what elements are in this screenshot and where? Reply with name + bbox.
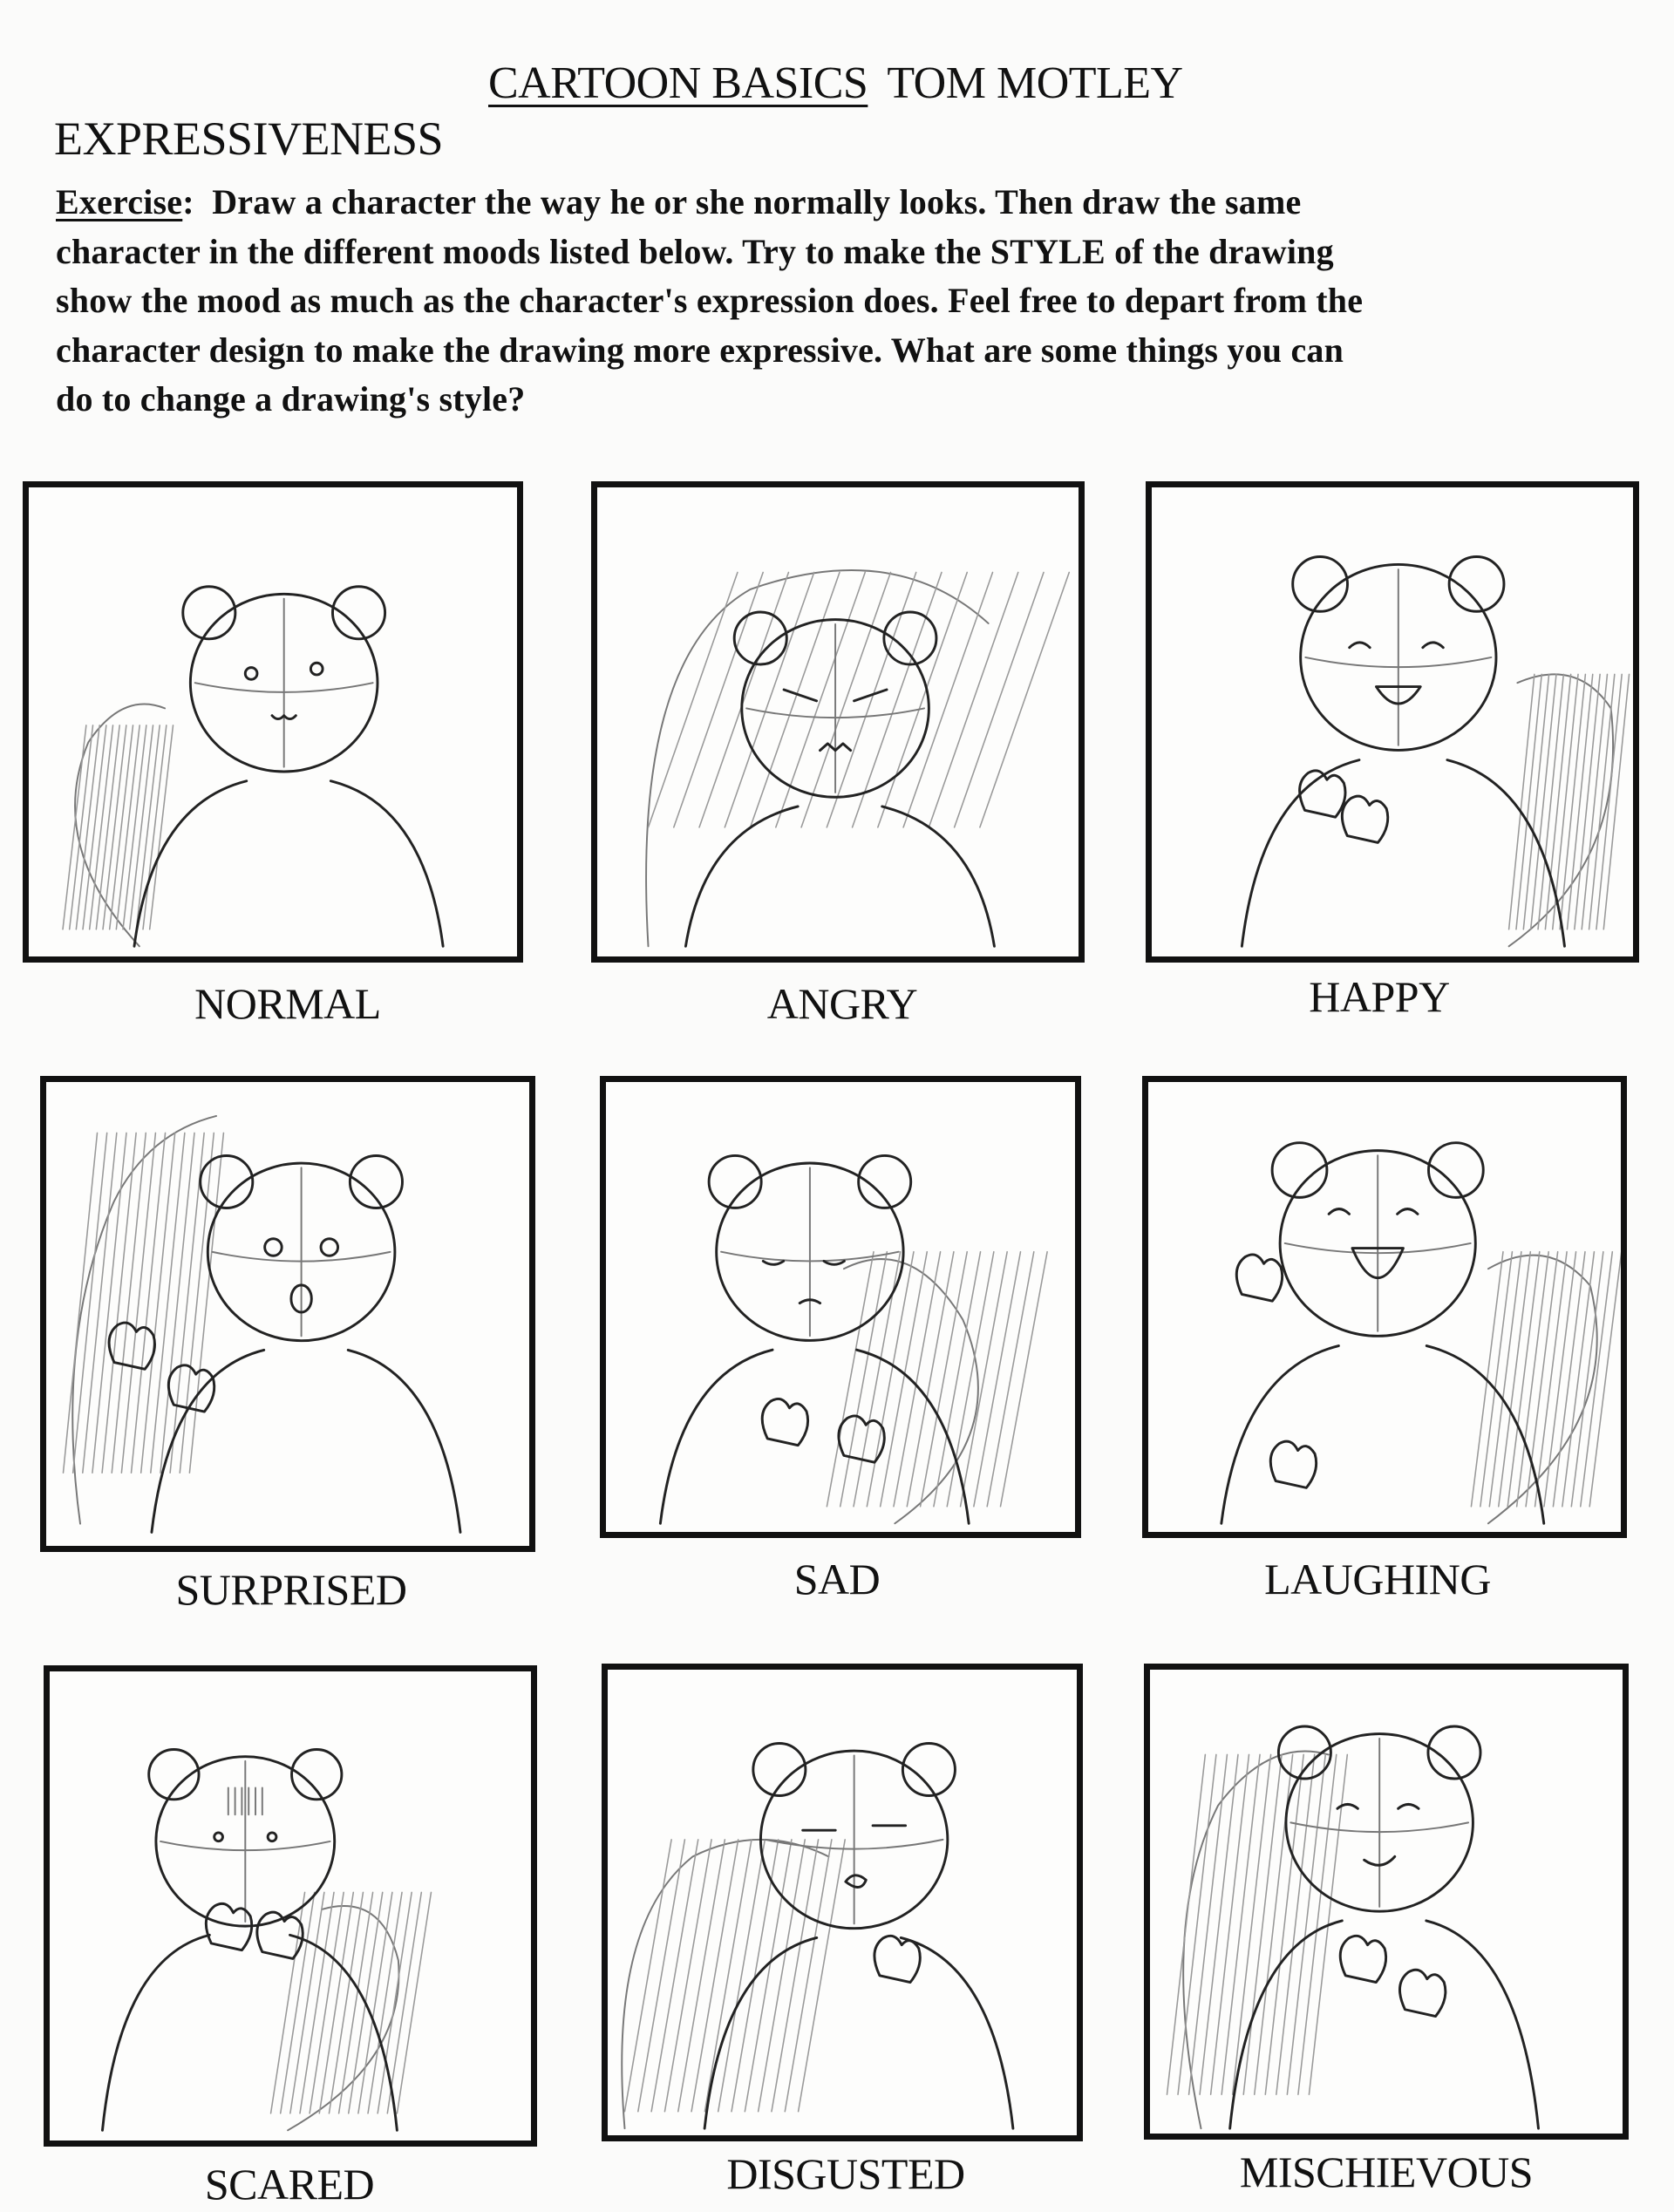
exercise-instructions (56, 178, 1590, 425)
worksheet-header (488, 58, 1183, 109)
panel-surprised (40, 1076, 535, 1552)
panel-normal (23, 481, 523, 963)
sketch-happy (1152, 487, 1633, 956)
caption-happy: HAPPY (1309, 972, 1450, 1021)
caption-normal: NORMAL (194, 979, 381, 1028)
caption-surprised: SURPRISED (175, 1565, 407, 1614)
caption-sad: SAD (793, 1555, 881, 1603)
panel-laughing (1142, 1076, 1627, 1538)
caption-scared: SCARED (204, 2160, 375, 2209)
caption-laughing: LAUGHING (1264, 1555, 1491, 1603)
panel-mischievous (1144, 1664, 1629, 2140)
sketch-disgusted (608, 1670, 1077, 2135)
exercise-line-4: character design to make the drawing more expressive. What are some things you can (56, 330, 1344, 370)
exercise-line-1 (56, 178, 1590, 228)
exercise-label: Exercise (56, 182, 183, 221)
panel-angry (591, 481, 1085, 963)
exercise-line-2: character in the different moods listed below. Try to make the STYLE of the drawing (56, 231, 1334, 271)
panel-sad (600, 1076, 1081, 1538)
series-title: CARTOON BASICS (488, 58, 868, 108)
panel-disgusted (602, 1664, 1083, 2141)
exercise-text-1: Draw a character the way he or she normally looks. Then draw the same (212, 182, 1302, 221)
panel-scared (44, 1665, 537, 2147)
exercise-label-colon: : (182, 182, 194, 221)
caption-disgusted: DISGUSTED (726, 2149, 965, 2198)
sketch-scared (50, 1671, 531, 2141)
sketch-angry (597, 487, 1079, 956)
sketch-sad (606, 1082, 1075, 1532)
exercise-line-5: do to change a drawing's style? (56, 379, 526, 419)
sketch-surprised (46, 1082, 529, 1546)
sketch-normal (29, 487, 517, 956)
sketch-laughing (1148, 1082, 1621, 1532)
exercise-line-3: show the mood as much as the character's expression does. Feel free to depart from the (56, 281, 1364, 320)
caption-mischievous: MISCHIEVOUS (1239, 2147, 1534, 2196)
panel-happy (1146, 481, 1639, 963)
section-title: EXPRESSIVENESS (54, 112, 444, 165)
caption-angry: ANGRY (766, 979, 918, 1028)
author-name: TOM MOTLEY (887, 58, 1183, 108)
sketch-mischievous (1150, 1670, 1623, 2134)
